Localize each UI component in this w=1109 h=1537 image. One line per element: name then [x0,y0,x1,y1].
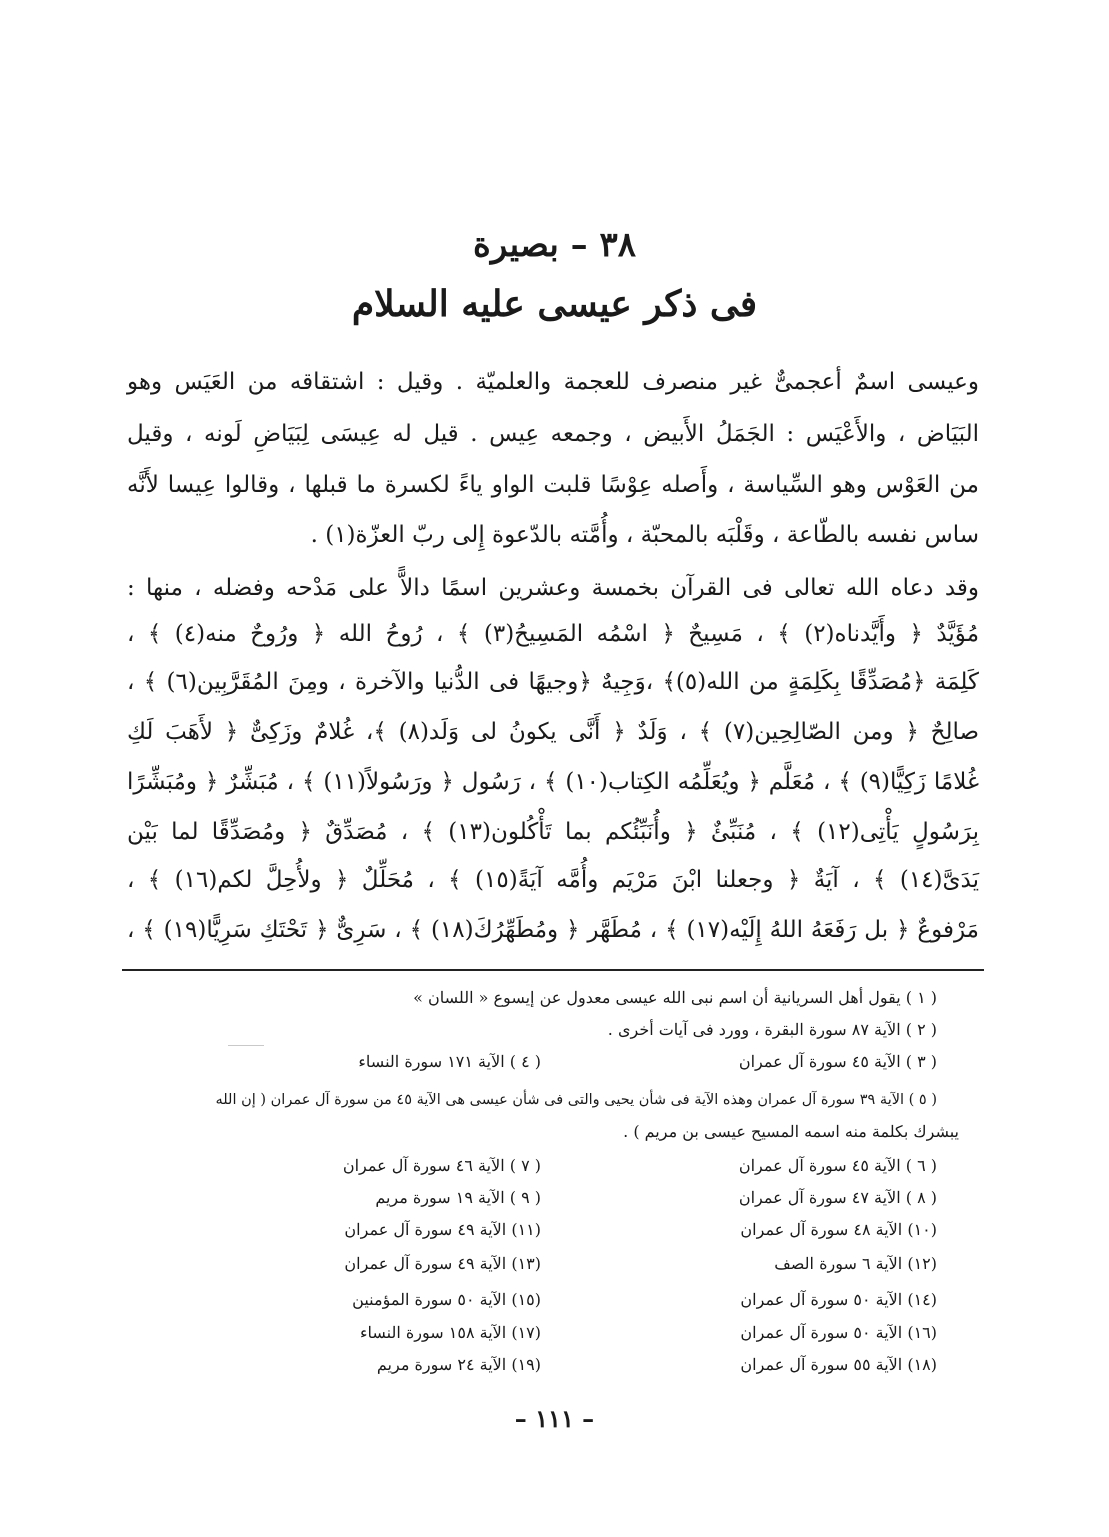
body-line: وعيسى اسمٌ أعجمىٌّ غير منصرف للعجمة والعلميّة . وقيل : اشتقاقه من العَيَس وهو [127,369,979,395]
footnote: ( ٩ ) الآية ١٩ سورة مريم [375,1188,541,1207]
body-line: وقد دعاه الله تعالى فى القرآن بخمسة وعشرين اسمًا دالاًّ على مَدْحه وفضله ، منها : [127,575,979,601]
footnote: ( ٥ ) الآية ٣٩ سورة آل عمران وهذه الآية فى شأن يحيى والتى فى شأن عيسى هى الآية ٤٥ من سورة آل عمران ( إن الله [215,1092,937,1108]
section-number: ٣٨ – بصيرة [473,225,636,265]
body-line: غُلامًا زَكِيًّا(٩) ﴾ ، مُعَلَّم ﴿ ويُعَلِّمُه الكِتاب(١٠) ﴾ ، رَسُول ﴿ ورَسُولاً(١١) ﴾ ، مُبَشِّرٌ ﴿ ومُبَشِّرًا [127,769,979,795]
body-line: من العَوْس وهو السِّياسة ، وأَصله عِوْسًا قلبت الواو ياءً لكسرة ما قبلها ، وقالوا عِيسا لأَنَّه [127,472,979,498]
footnote: ( ٨ ) الآية ٤٧ سورة آل عمران [738,1188,937,1207]
body-line: ساس نفسه بالطّاعة ، وقَلْبَه بالمحبّة ، وأُمَّته بالدّعوة إِلى ربّ العزّة(١) . [310,522,979,548]
body-line: كَلِمَة ﴿مُصَدِّقًا بِكَلِمَةٍ من الله(٥)﴾ ،وَجِيهٌ ﴿وجيهًا فى الدُّنيا والآخرة ، ومِنَ المُقَرَّبِين(٦) ﴾ ، [127,669,979,695]
body-line: يَدَىَّ(١٤) ﴾ ، آيَةٌ ﴿ وجعلنا ابْنَ مَرْيَم وأُمَّه آيَةً(١٥) ﴾ ، مُحَلِّلٌ ﴿ ولأُحِلَّ لكم(١٦) ﴾ ، [127,867,979,893]
footnote-divider [122,969,984,971]
body-line: البَيَاض ، والأَعْيَس : الجَمَلُ الأَبيض ، وجمعه عِيس . قيل له عِيسَى لِبَيَاضِ لَونه ، وقيل [127,421,979,447]
footnote: ( ٤ ) الآية ١٧١ سورة النساء [358,1052,541,1071]
footnote: (١١) الآية ٤٩ سورة آل عمران [344,1220,541,1239]
footnote: (١٢) الآية ٦ سورة الصف [774,1254,937,1273]
footnote: (١٣) الآية ٤٩ سورة آل عمران [344,1254,541,1273]
body-line: بِرَسُولٍ يَأْتِى(١٢) ﴾ ، مُنَبِّئٌ ﴿ وأُنَبِّئُكم بما تَأْكُلون(١٣) ﴾ ، مُصَدِّقٌ ﴿ ومُصَدِّقًا لما بَيْن [127,819,979,845]
footnote: ( ٧ ) الآية ٤٦ سورة آل عمران [342,1156,541,1175]
footnote: (١٤) الآية ٥٠ سورة آل عمران [740,1290,937,1309]
footnote: ( ٢ ) الآية ٨٧ سورة البقرة ، وورد فى آيات أخرى . [607,1020,937,1039]
body-line: مُؤَيَّدٌ ﴿ وأَيَّدناه(٢) ﴾ ، مَسِيحٌ ﴿ اسْمُه المَسِيحُ(٣) ﴾ ، رُوحُ الله ﴿ ورُوحٌ منه(٤) ﴾ ، [127,621,980,647]
footnote: (١٩) الآية ٢٤ سورة مريم [376,1355,541,1374]
footnote: ( ١ ) يقول أهل السريانية أن اسم نبى الله عيسى معدول عن إيسوع « اللسان » [413,988,937,1007]
page-number: – ١١١ – [514,1404,595,1433]
body-line: مَرْفوعٌ ﴿ بل رَفَعَهُ اللهُ إِلَيْه(١٧) ﴾ ، مُطَهَّر ﴿ ومُطَهِّرُكَ(١٨) ﴾ ، سَرِىٌّ ﴿ تَحْتَكِ سَرِيًّا(١٩) ﴾ ، [127,917,979,943]
footnote: ( ٣ ) الآية ٤٥ سورة آل عمران [738,1052,937,1071]
footnote: (١٥) الآية ٥٠ سورة المؤمنين [352,1290,541,1309]
footnote: (١٠) الآية ٤٨ سورة آل عمران [740,1220,937,1239]
footnote: (١٦) الآية ٥٠ سورة آل عمران [740,1323,937,1342]
scan-speck [228,1045,264,1046]
footnote: (١٧) الآية ١٥٨ سورة النساء [359,1323,541,1342]
footnote: يبشرك بكلمة منه اسمه المسيح عيسى بن مريم ) . [623,1122,959,1141]
section-title: فى ذكر عيسى عليه السلام [351,283,758,325]
body-line: صالِحٌ ﴿ ومن الصّالِحِين(٧) ﴾ ، وَلَدٌ ﴿ أَنَّى يكونُ لى وَلَد(٨) ﴾، غُلامٌ وزَكِىٌّ ﴿ لأَهَبَ لَكِ [127,719,979,745]
footnote: (١٨) الآية ٥٥ سورة آل عمران [740,1355,937,1374]
footnote: ( ٦ ) الآية ٤٥ سورة آل عمران [738,1156,937,1175]
